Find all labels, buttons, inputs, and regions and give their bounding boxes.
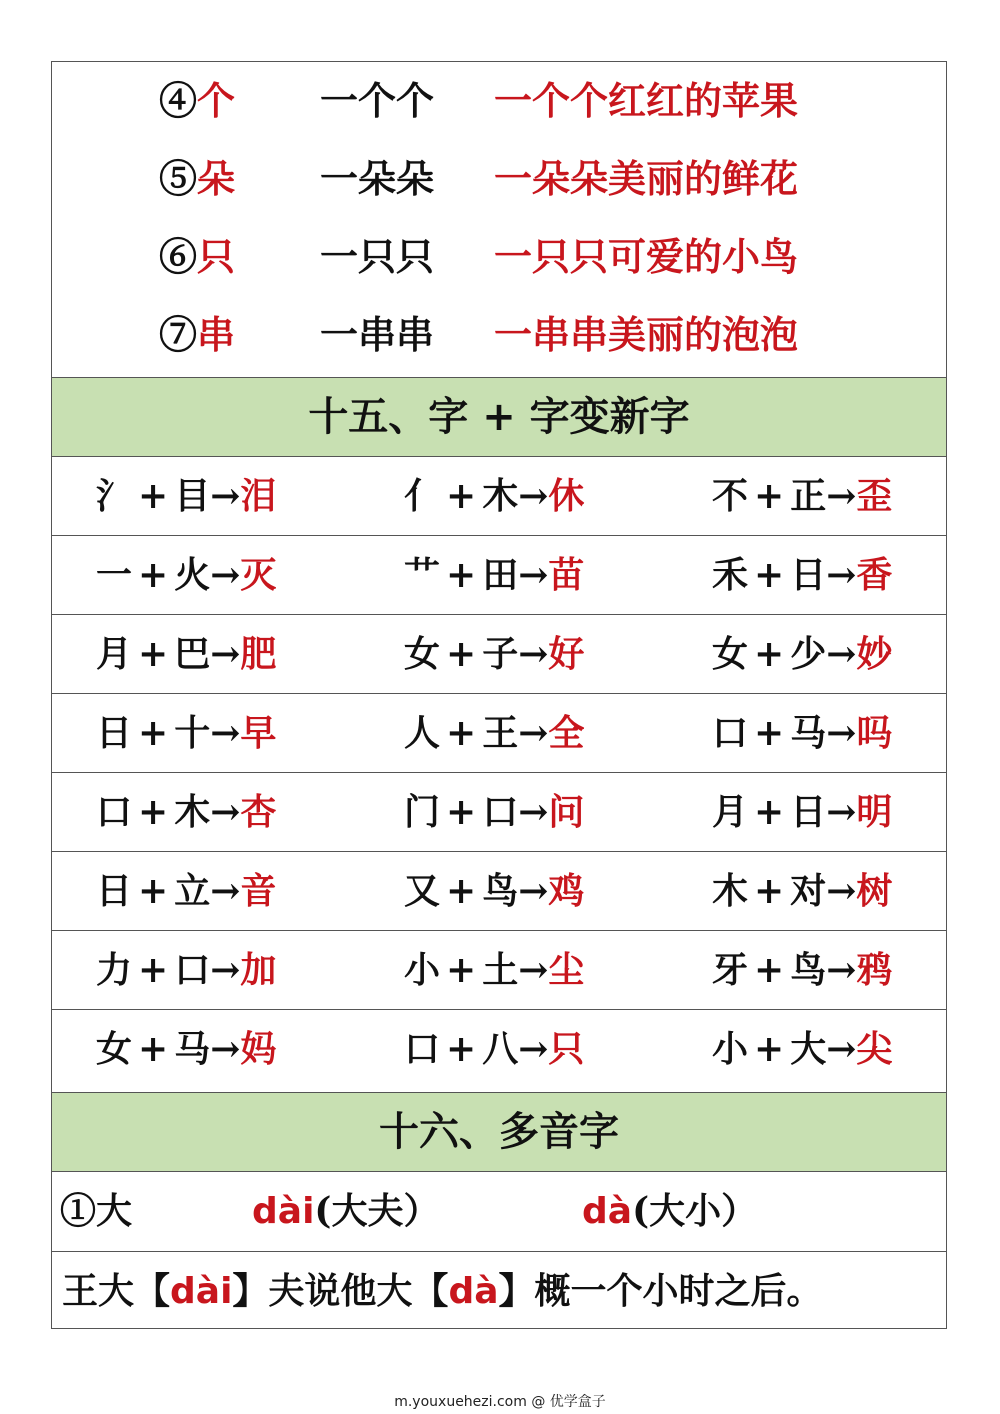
plus-sign: + bbox=[138, 475, 169, 517]
component-a: 禾 bbox=[712, 554, 749, 596]
component-a: 女 bbox=[712, 633, 749, 675]
character-combination bbox=[96, 1010, 276, 1088]
combination-row bbox=[52, 852, 946, 931]
arrow: → bbox=[826, 633, 857, 675]
plus-sign: + bbox=[446, 554, 477, 596]
plus-sign: + bbox=[138, 1028, 169, 1070]
result-character: 泪 bbox=[240, 475, 277, 517]
component-a: 门 bbox=[404, 791, 441, 833]
arrow: → bbox=[518, 949, 549, 991]
character-combination bbox=[96, 773, 276, 851]
plus-sign: + bbox=[446, 633, 477, 675]
character-combination bbox=[712, 1010, 892, 1088]
character-combination bbox=[96, 852, 276, 930]
plus-sign: + bbox=[754, 1028, 785, 1070]
plus-sign: + bbox=[446, 949, 477, 991]
component-b: 十 bbox=[174, 712, 211, 754]
result-character: 全 bbox=[548, 712, 585, 754]
plus-sign: + bbox=[754, 949, 785, 991]
component-b: 口 bbox=[482, 791, 519, 833]
measure-phrase: 一朵朵美丽的鲜花 bbox=[494, 156, 799, 201]
component-a: 日 bbox=[96, 712, 133, 754]
combination-row bbox=[52, 536, 946, 615]
character-combination bbox=[404, 615, 584, 693]
sentence-part: 】概一个小时之后。 bbox=[498, 1270, 823, 1312]
component-b: 目 bbox=[174, 475, 211, 517]
character-combination bbox=[712, 694, 892, 772]
measure-word: 一朵朵 bbox=[320, 156, 435, 201]
measure-number: ④个 bbox=[159, 78, 236, 123]
component-a: 亻 bbox=[404, 475, 441, 517]
polyphone-reading-2 bbox=[582, 1172, 757, 1251]
arrow: → bbox=[210, 949, 241, 991]
arrow: → bbox=[518, 712, 549, 754]
arrow: → bbox=[518, 870, 549, 912]
character-combination bbox=[404, 457, 584, 535]
measure-row bbox=[52, 218, 946, 296]
component-a: 小 bbox=[404, 949, 441, 991]
plus-sign: + bbox=[754, 475, 785, 517]
combination-row bbox=[52, 1010, 946, 1089]
component-b: 鸟 bbox=[482, 870, 519, 912]
character-combination bbox=[404, 852, 584, 930]
character-combination bbox=[96, 931, 276, 1009]
character-combination bbox=[712, 852, 892, 930]
result-character: 肥 bbox=[240, 633, 277, 675]
example-sentence bbox=[52, 1252, 956, 1330]
result-character: 鸡 bbox=[548, 870, 585, 912]
character-combination bbox=[712, 931, 892, 1009]
plus-sign: + bbox=[754, 712, 785, 754]
result-character: 苗 bbox=[548, 554, 585, 596]
example-word: (大小） bbox=[632, 1190, 758, 1232]
plus-sign: + bbox=[138, 791, 169, 833]
arrow: → bbox=[210, 1028, 241, 1070]
arrow: → bbox=[210, 633, 241, 675]
character-combination bbox=[712, 615, 892, 693]
component-a: 不 bbox=[712, 475, 749, 517]
component-b: 正 bbox=[790, 475, 827, 517]
result-character: 明 bbox=[856, 791, 893, 833]
component-a: 氵 bbox=[96, 475, 133, 517]
worksheet-sheet bbox=[51, 61, 947, 1329]
result-character: 问 bbox=[548, 791, 585, 833]
plus-sign: + bbox=[754, 554, 785, 596]
plus-sign: + bbox=[138, 633, 169, 675]
section-15-title: 十五、字 + 字变新字 bbox=[52, 377, 946, 457]
component-b: 火 bbox=[174, 554, 211, 596]
combination-row bbox=[52, 694, 946, 773]
polyphone-reading-1 bbox=[252, 1172, 439, 1251]
arrow: → bbox=[518, 791, 549, 833]
result-character: 鸦 bbox=[856, 949, 893, 991]
combination-row bbox=[52, 931, 946, 1010]
result-character: 杏 bbox=[240, 791, 277, 833]
combination-row bbox=[52, 457, 946, 536]
polyphone-character: ①大 bbox=[60, 1190, 133, 1232]
plus-sign: + bbox=[446, 870, 477, 912]
component-b: 子 bbox=[482, 633, 519, 675]
pinyin: dài bbox=[170, 1271, 233, 1312]
result-character: 好 bbox=[548, 633, 585, 675]
character-combination bbox=[96, 536, 276, 614]
component-a: 艹 bbox=[404, 554, 441, 596]
character-combination bbox=[404, 773, 584, 851]
arrow: → bbox=[518, 554, 549, 596]
component-b: 马 bbox=[790, 712, 827, 754]
component-a: 一 bbox=[96, 554, 133, 596]
result-character: 尖 bbox=[856, 1028, 893, 1070]
pinyin: dà bbox=[448, 1271, 499, 1312]
character-combination bbox=[96, 694, 276, 772]
sentence-part: 王大【 bbox=[62, 1270, 171, 1312]
result-character: 妙 bbox=[856, 633, 893, 675]
plus-sign: + bbox=[446, 712, 477, 754]
result-character: 歪 bbox=[856, 475, 893, 517]
plus-sign: + bbox=[138, 554, 169, 596]
measure-word: 一只只 bbox=[320, 234, 435, 279]
result-character: 音 bbox=[240, 870, 277, 912]
character-combination bbox=[404, 536, 584, 614]
component-a: 口 bbox=[404, 1028, 441, 1070]
measure-phrase: 一只只可爱的小鸟 bbox=[494, 234, 799, 279]
measure-number: ⑤朵 bbox=[159, 156, 236, 201]
plus-sign: + bbox=[138, 712, 169, 754]
character-combination bbox=[404, 931, 584, 1009]
measure-phrase: 一个个红红的苹果 bbox=[494, 78, 799, 123]
component-a: 日 bbox=[96, 870, 133, 912]
arrow: → bbox=[210, 475, 241, 517]
character-combination bbox=[712, 457, 892, 535]
polyphone-row bbox=[52, 1172, 946, 1252]
result-character: 只 bbox=[548, 1028, 585, 1070]
component-a: 月 bbox=[712, 791, 749, 833]
component-a: 力 bbox=[96, 949, 133, 991]
measure-word: 一串串 bbox=[320, 312, 435, 357]
component-b: 马 bbox=[174, 1028, 211, 1070]
component-a: 口 bbox=[712, 712, 749, 754]
plus-sign: + bbox=[138, 949, 169, 991]
character-combination bbox=[96, 457, 276, 535]
component-b: 巴 bbox=[174, 633, 211, 675]
plus-sign: + bbox=[754, 791, 785, 833]
component-a: 月 bbox=[96, 633, 133, 675]
arrow: → bbox=[210, 791, 241, 833]
result-character: 树 bbox=[856, 870, 893, 912]
component-b: 日 bbox=[790, 791, 827, 833]
plus-sign: + bbox=[138, 870, 169, 912]
component-b: 木 bbox=[174, 791, 211, 833]
component-a: 小 bbox=[712, 1028, 749, 1070]
arrow: → bbox=[210, 554, 241, 596]
measure-row bbox=[52, 140, 946, 218]
component-b: 土 bbox=[482, 949, 519, 991]
arrow: → bbox=[210, 870, 241, 912]
plus-sign: + bbox=[446, 791, 477, 833]
footer-watermark: m.youxuehezi.com @ 优学盒子 bbox=[394, 1394, 606, 1410]
arrow: → bbox=[826, 791, 857, 833]
result-character: 加 bbox=[240, 949, 277, 991]
plus-sign: + bbox=[446, 475, 477, 517]
arrow: → bbox=[210, 712, 241, 754]
measure-number: ⑥只 bbox=[159, 234, 236, 279]
component-b: 日 bbox=[790, 554, 827, 596]
arrow: → bbox=[518, 633, 549, 675]
arrow: → bbox=[518, 1028, 549, 1070]
pinyin: dà bbox=[582, 1191, 633, 1232]
component-b: 鸟 bbox=[790, 949, 827, 991]
arrow: → bbox=[826, 712, 857, 754]
component-a: 人 bbox=[404, 712, 441, 754]
combination-row bbox=[52, 773, 946, 852]
result-character: 吗 bbox=[856, 712, 893, 754]
component-a: 口 bbox=[96, 791, 133, 833]
measure-row bbox=[52, 62, 946, 140]
character-combination bbox=[712, 773, 892, 851]
component-b: 口 bbox=[174, 949, 211, 991]
arrow: → bbox=[826, 554, 857, 596]
result-character: 灭 bbox=[240, 554, 277, 596]
section-16-title: 十六、多音字 bbox=[52, 1092, 946, 1172]
component-b: 立 bbox=[174, 870, 211, 912]
component-b: 对 bbox=[790, 870, 827, 912]
character-combination bbox=[404, 694, 584, 772]
component-a: 又 bbox=[404, 870, 441, 912]
component-a: 女 bbox=[404, 633, 441, 675]
plus-sign: + bbox=[446, 1028, 477, 1070]
sentence-part: 】夫说他大【 bbox=[232, 1270, 449, 1312]
arrow: → bbox=[826, 870, 857, 912]
arrow: → bbox=[826, 949, 857, 991]
component-a: 女 bbox=[96, 1028, 133, 1070]
measure-phrase: 一串串美丽的泡泡 bbox=[494, 312, 799, 357]
combination-row bbox=[52, 615, 946, 694]
component-b: 木 bbox=[482, 475, 519, 517]
arrow: → bbox=[518, 475, 549, 517]
arrow: → bbox=[826, 475, 857, 517]
example-word: (大夫） bbox=[314, 1190, 440, 1232]
result-character: 妈 bbox=[240, 1028, 277, 1070]
result-character: 早 bbox=[240, 712, 277, 754]
component-b: 田 bbox=[482, 554, 519, 596]
measure-word: 一个个 bbox=[320, 78, 435, 123]
character-combination bbox=[404, 1010, 584, 1088]
component-a: 牙 bbox=[712, 949, 749, 991]
component-b: 少 bbox=[790, 633, 827, 675]
measure-row bbox=[52, 296, 946, 374]
component-a: 木 bbox=[712, 870, 749, 912]
plus-sign: + bbox=[754, 633, 785, 675]
result-character: 香 bbox=[856, 554, 893, 596]
component-b: 八 bbox=[482, 1028, 519, 1070]
result-character: 尘 bbox=[548, 949, 585, 991]
plus-sign: + bbox=[754, 870, 785, 912]
character-combination bbox=[712, 536, 892, 614]
pinyin: dài bbox=[252, 1191, 315, 1232]
component-b: 大 bbox=[790, 1028, 827, 1070]
component-b: 王 bbox=[482, 712, 519, 754]
result-character: 休 bbox=[548, 475, 585, 517]
measure-number: ⑦串 bbox=[159, 312, 236, 357]
character-combination bbox=[96, 615, 276, 693]
arrow: → bbox=[826, 1028, 857, 1070]
